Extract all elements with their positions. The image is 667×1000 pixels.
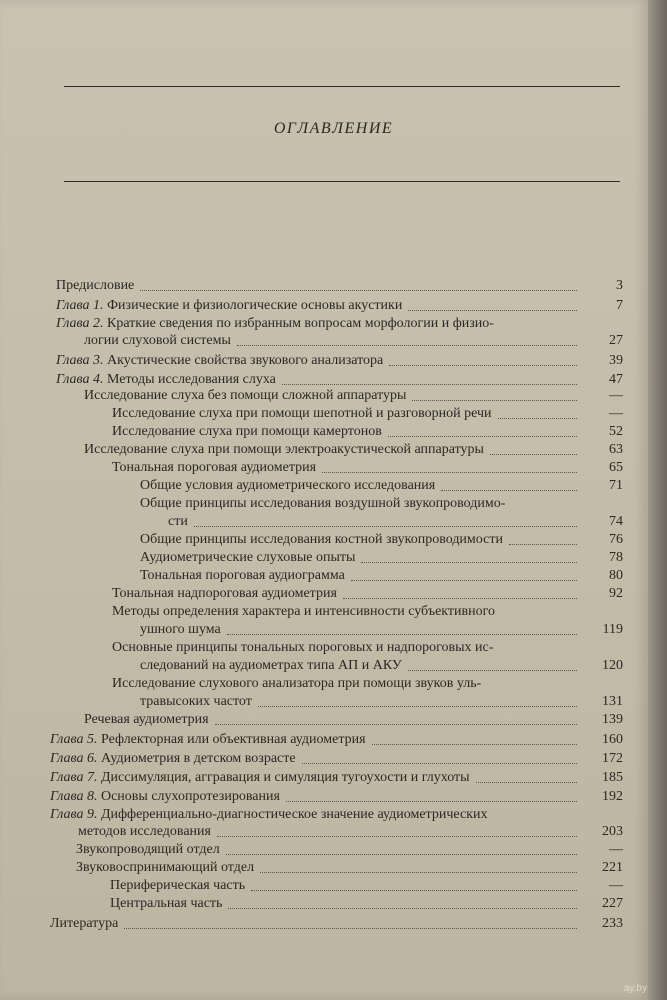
toc-entry-text: Тональная надпороговая аудиометрия bbox=[112, 586, 337, 601]
toc-entry-text: логии слуховой системы bbox=[84, 333, 231, 348]
top-rule bbox=[64, 86, 620, 87]
toc-entry-title bbox=[56, 353, 383, 369]
toc-entry-title bbox=[140, 550, 355, 566]
toc-entry-title bbox=[56, 298, 402, 314]
toc-entry-title bbox=[84, 333, 231, 349]
toc-entry-title bbox=[110, 878, 245, 894]
page-number: 78 bbox=[609, 550, 623, 565]
toc-entry-title bbox=[140, 496, 505, 512]
toc-entry-title bbox=[78, 824, 211, 840]
toc-entry bbox=[0, 824, 667, 840]
page-number: 27 bbox=[609, 333, 623, 348]
page-number: 80 bbox=[609, 568, 623, 583]
page-number: 65 bbox=[609, 460, 623, 475]
toc-entry bbox=[0, 789, 667, 805]
watermark: ay.by bbox=[623, 983, 647, 994]
chapter-number: Глава 6. bbox=[50, 751, 101, 766]
toc-entry-title bbox=[50, 916, 118, 932]
toc-entry bbox=[0, 424, 667, 440]
toc-entry bbox=[0, 770, 667, 786]
toc-entry-text: Основные принципы тональных пороговых и надпороговых ис- bbox=[112, 640, 494, 655]
toc-entry bbox=[0, 916, 667, 932]
toc-entry bbox=[0, 896, 667, 912]
toc-entry-text: следований на аудиометрах типа АП и АКУ bbox=[140, 658, 402, 673]
page-number: — bbox=[609, 878, 623, 893]
page-number: 74 bbox=[609, 514, 623, 529]
toc-entry bbox=[0, 568, 667, 584]
page-number: — bbox=[609, 842, 623, 857]
toc-entry-title bbox=[140, 568, 345, 584]
toc-entry bbox=[0, 604, 667, 620]
toc-entry-title bbox=[140, 622, 221, 638]
toc-entry bbox=[0, 372, 667, 388]
dot-leader bbox=[194, 526, 577, 527]
toc-entry-title bbox=[84, 442, 484, 458]
toc-entry bbox=[0, 333, 667, 349]
toc-entry-text: Дифференциально-диагностическое значение аудиометрических bbox=[100, 807, 488, 822]
toc-entry-text: сти bbox=[168, 514, 188, 529]
toc-entry-title bbox=[50, 751, 296, 767]
toc-entry bbox=[0, 586, 667, 602]
toc-entry-title bbox=[140, 532, 503, 548]
toc-entry bbox=[0, 532, 667, 548]
page-number: 192 bbox=[602, 789, 623, 804]
dot-leader bbox=[389, 365, 577, 366]
dot-leader bbox=[476, 782, 577, 783]
dot-leader bbox=[260, 872, 577, 873]
dot-leader bbox=[140, 290, 577, 291]
toc-entry-text: Исследование слуха при помощи шепотной и разговорной речи bbox=[112, 406, 492, 421]
toc-entry-text: Исследование слуха при помощи камертонов bbox=[112, 424, 382, 439]
page-title: ОГЛАВЛЕНИЕ bbox=[273, 120, 394, 137]
page-number: 172 bbox=[602, 751, 623, 766]
toc-entry bbox=[0, 658, 667, 674]
dot-leader bbox=[408, 670, 577, 671]
toc-entry-title bbox=[168, 514, 188, 530]
toc-entry-title bbox=[112, 604, 495, 620]
dot-leader bbox=[351, 580, 577, 581]
toc-entry-title bbox=[56, 278, 134, 294]
dot-leader bbox=[490, 454, 577, 455]
toc-entry bbox=[0, 353, 667, 369]
dot-leader bbox=[372, 744, 577, 745]
toc-entry-text: Аудиометрические слуховые опыты bbox=[140, 550, 356, 565]
page-number: 131 bbox=[602, 694, 623, 709]
dot-leader bbox=[227, 634, 577, 635]
toc-entry-text: ушного шума bbox=[140, 622, 221, 637]
toc-entry-text: Предисловие bbox=[56, 278, 135, 293]
toc-entry bbox=[0, 388, 667, 404]
page-number: 71 bbox=[609, 478, 623, 493]
toc-entry-title bbox=[56, 316, 494, 332]
toc-entry-text: Исследование слухового анализатора при помощи звуков уль- bbox=[112, 676, 482, 691]
page-number: 185 bbox=[602, 770, 623, 785]
toc-entry bbox=[0, 442, 667, 458]
toc-entry-title bbox=[56, 372, 276, 388]
dot-leader bbox=[258, 706, 577, 707]
dot-leader bbox=[228, 908, 577, 909]
toc-entry bbox=[0, 622, 667, 638]
dot-leader bbox=[302, 763, 577, 764]
toc-entry-text: Звукопроводящий отдел bbox=[76, 842, 220, 857]
chapter-number: Глава 5. bbox=[50, 732, 101, 747]
toc-entry bbox=[0, 751, 667, 767]
bottom-rule bbox=[64, 181, 620, 182]
dot-leader bbox=[282, 384, 577, 385]
chapter-number: Глава 1. bbox=[56, 298, 107, 313]
dot-leader bbox=[226, 854, 577, 855]
toc-entry bbox=[0, 298, 667, 314]
toc-entry-title bbox=[50, 732, 366, 748]
toc-entry-title bbox=[76, 842, 220, 858]
toc-entry-title bbox=[112, 424, 382, 440]
toc-entry-text: Физические и физиологические основы акустики bbox=[106, 298, 403, 313]
toc-entry-text: Речевая аудиометрия bbox=[84, 712, 209, 727]
page-number: — bbox=[609, 406, 623, 421]
toc-entry bbox=[0, 676, 667, 692]
chapter-number: Глава 8. bbox=[50, 789, 101, 804]
toc-entry-title bbox=[84, 712, 209, 728]
toc-entry-title bbox=[140, 478, 435, 494]
toc-entry-title bbox=[110, 896, 222, 912]
toc-entry-title bbox=[140, 658, 402, 674]
toc-entry bbox=[0, 316, 667, 332]
toc-entry bbox=[0, 860, 667, 876]
toc-entry-text: Тональная пороговая аудиограмма bbox=[140, 568, 345, 583]
toc-entry bbox=[0, 712, 667, 728]
page-number: 233 bbox=[602, 916, 623, 931]
toc-entry-text: Общие принципы исследования костной звукопроводимости bbox=[140, 532, 503, 547]
toc-entry-text: Исследование слуха без помощи сложной аппаратуры bbox=[84, 388, 407, 403]
page-number: 139 bbox=[602, 712, 623, 727]
dot-leader bbox=[509, 544, 577, 545]
toc-entry bbox=[0, 878, 667, 894]
toc-entry-text: Исследование слуха при помощи электроакустической аппаратуры bbox=[84, 442, 484, 457]
toc-entry-text: Периферическая часть bbox=[110, 878, 246, 893]
toc-entry-text: Общие условия аудиометрического исследования bbox=[140, 478, 436, 493]
page-number: 120 bbox=[602, 658, 623, 673]
chapter-number: Глава 7. bbox=[50, 770, 101, 785]
toc-entry-title bbox=[112, 460, 316, 476]
toc-entry-text: Диссимуляция, аггравация и симуляция тугоухости и глухоты bbox=[100, 770, 470, 785]
page-number: 203 bbox=[602, 824, 623, 839]
toc-entry-text: Литература bbox=[50, 916, 119, 931]
page-number: — bbox=[609, 388, 623, 403]
page-number: 39 bbox=[609, 353, 623, 368]
toc-entry-title bbox=[112, 640, 493, 656]
page-number: 3 bbox=[616, 278, 623, 293]
toc-entry-text: Центральная часть bbox=[110, 896, 223, 911]
chapter-number: Глава 9. bbox=[50, 807, 101, 822]
toc-entry-text: Методы определения характера и интенсивности субъективного bbox=[112, 604, 496, 619]
dot-leader bbox=[124, 928, 577, 929]
toc-entry bbox=[0, 694, 667, 710]
toc-entry-text: Общие принципы исследования воздушной звукопроводимо- bbox=[140, 496, 506, 511]
dot-leader bbox=[322, 472, 577, 473]
toc-entry-text: Краткие сведения по избранным вопросам морфологии и физио- bbox=[106, 316, 494, 331]
dot-leader bbox=[408, 310, 577, 311]
toc-entry-text: Акустические свойства звукового анализатора bbox=[106, 353, 384, 368]
dot-leader bbox=[237, 345, 577, 346]
page-number: 7 bbox=[616, 298, 623, 313]
toc-entry-title bbox=[50, 789, 280, 805]
chapter-number: Глава 4. bbox=[56, 372, 107, 387]
page-number: 160 bbox=[602, 732, 623, 747]
toc-entry-title bbox=[112, 586, 337, 602]
toc-entry bbox=[0, 842, 667, 858]
toc-entry bbox=[0, 406, 667, 422]
toc-entry-text: Рефлекторная или объективная аудиометрия bbox=[100, 732, 366, 747]
toc-entry bbox=[0, 807, 667, 823]
dot-leader bbox=[251, 890, 577, 891]
page-number: 76 bbox=[609, 532, 623, 547]
dot-leader bbox=[441, 490, 577, 491]
toc-entry-text: травысоких частот bbox=[140, 694, 252, 709]
toc-entry-text: Звуковоспринимающий отдел bbox=[76, 860, 255, 875]
toc-entry bbox=[0, 460, 667, 476]
toc-entry-title bbox=[76, 860, 254, 876]
chapter-number: Глава 2. bbox=[56, 316, 107, 331]
dot-leader bbox=[286, 801, 577, 802]
toc-entry bbox=[0, 640, 667, 656]
dot-leader bbox=[388, 436, 577, 437]
toc-entry-title bbox=[84, 388, 406, 404]
dot-leader bbox=[412, 400, 577, 401]
dot-leader bbox=[343, 598, 577, 599]
toc-entry bbox=[0, 550, 667, 566]
page-number: 119 bbox=[602, 622, 623, 637]
toc-entry-text: Методы исследования слуха bbox=[106, 372, 276, 387]
toc-entry-title bbox=[50, 807, 487, 823]
dot-leader bbox=[361, 562, 577, 563]
toc-entry-text: Аудиометрия в детском возрасте bbox=[100, 751, 296, 766]
toc-entry bbox=[0, 478, 667, 494]
toc-entry-title bbox=[112, 676, 481, 692]
toc-entry-title bbox=[140, 694, 252, 710]
toc-entry bbox=[0, 496, 667, 512]
toc-entry-text: методов исследования bbox=[78, 824, 211, 839]
toc-entry-text: Тональная пороговая аудиометрия bbox=[112, 460, 317, 475]
page-number: 47 bbox=[609, 372, 623, 387]
chapter-number: Глава 3. bbox=[56, 353, 107, 368]
toc-entry bbox=[0, 514, 667, 530]
page-number: 92 bbox=[609, 586, 623, 601]
toc-entry-title bbox=[112, 406, 492, 422]
page-number: 221 bbox=[602, 860, 623, 875]
toc-entry-title bbox=[50, 770, 470, 786]
page-number: 227 bbox=[602, 896, 623, 911]
page-number: 52 bbox=[609, 424, 623, 439]
page-number: 63 bbox=[609, 442, 623, 457]
dot-leader bbox=[217, 836, 577, 837]
toc-entry bbox=[0, 278, 667, 294]
toc-entry-text: Основы слухопротезирования bbox=[100, 789, 280, 804]
dot-leader bbox=[498, 418, 577, 419]
toc-entry bbox=[0, 732, 667, 748]
dot-leader bbox=[215, 724, 577, 725]
